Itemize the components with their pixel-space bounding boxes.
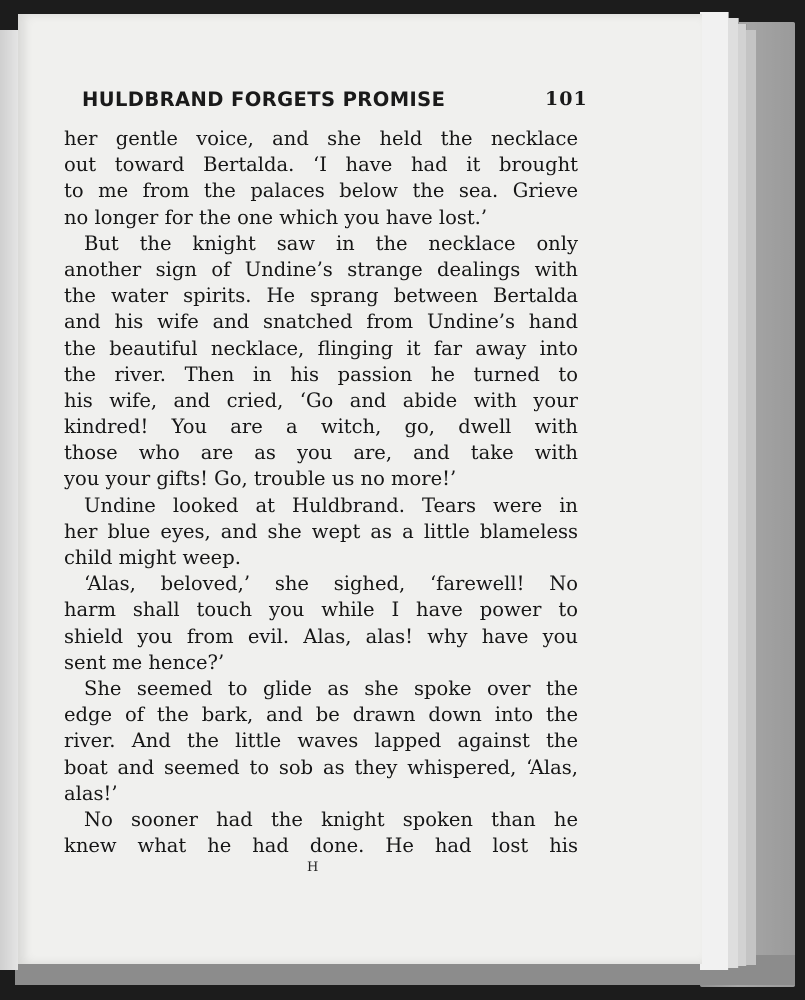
text-line: her blue eyes, and she wept as a little blameless bbox=[64, 519, 578, 543]
text-line: river. And the little waves lapped against the bbox=[64, 729, 578, 753]
text-line: kindred! You are a witch, go, dwell with bbox=[64, 415, 578, 439]
text-line: the river. Then in his passion he turned to bbox=[64, 362, 578, 386]
text-line: out toward Bertalda. ‘I have had it brought bbox=[64, 153, 578, 177]
text-line: harm shall touch you while I have power to bbox=[64, 598, 578, 622]
text-line: But the knight saw in the necklace only bbox=[84, 231, 578, 255]
text-line: She seemed to glide as she spoke over the bbox=[84, 676, 578, 700]
text-line: edge of the bark, and be drawn down into the bbox=[64, 703, 578, 727]
body-text bbox=[64, 126, 578, 859]
text-line: knew what he had done. He had lost his bbox=[64, 834, 578, 858]
text-line: and his wife and snatched from Undine’s hand bbox=[64, 310, 578, 334]
text-line: Undine looked at Huldbrand. Tears were in bbox=[84, 493, 578, 517]
text-line: his wife, and cried, ‘Go and abide with your bbox=[64, 388, 578, 412]
text-line: no longer for the one which you have lost.’ bbox=[64, 205, 488, 229]
page-edges bbox=[746, 30, 756, 965]
running-head: HULDBRAND FORGETS PROMISE bbox=[82, 88, 446, 111]
text-line: to me from the palaces below the sea. Grieve bbox=[64, 179, 578, 203]
text-line: ‘Alas, beloved,’ she sighed, ‘farewell! No bbox=[84, 572, 578, 596]
text-line: another sign of Undine’s strange dealings with bbox=[64, 257, 578, 281]
text-line: No sooner had the knight spoken than he bbox=[84, 807, 578, 831]
text-line: boat and seemed to sob as they whispered, ‘Alas, bbox=[64, 755, 578, 779]
page-number: 101 bbox=[545, 88, 588, 110]
text-line: the beautiful necklace, flinging it far away into bbox=[64, 336, 578, 360]
text-line: child might weep. bbox=[64, 546, 241, 569]
text-line: the water spirits. He sprang between Bertalda bbox=[64, 284, 578, 308]
page-edges bbox=[700, 12, 729, 970]
facing-page-edge bbox=[0, 30, 18, 970]
text-line: alas!’ bbox=[64, 781, 118, 805]
text-line: her gentle voice, and she held the necklace bbox=[64, 127, 578, 150]
text-line: shield you from evil. Alas, alas! why have you bbox=[64, 624, 578, 648]
text-line: sent me hence?’ bbox=[64, 650, 225, 674]
text-line: those who are as you are, and take with bbox=[64, 441, 578, 465]
text-line: you your gifts! Go, trouble us no more!’ bbox=[64, 467, 457, 491]
signature-mark: H bbox=[307, 860, 319, 875]
